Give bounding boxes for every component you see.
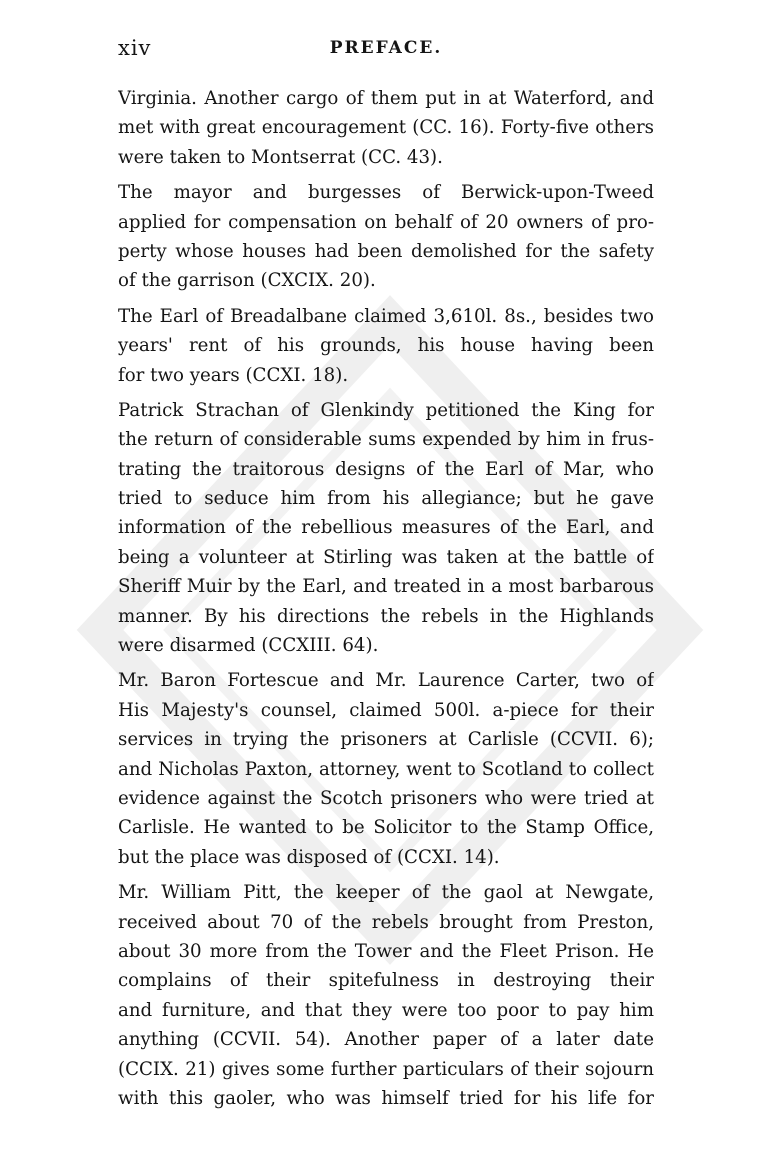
text-line: Virginia. Another cargo of them put in at Waterford, and xyxy=(118,88,654,109)
text-line: manner. By his directions the rebels in the Highlands xyxy=(118,605,654,627)
text-line: met with great encouragement (CC. 16). Forty-five others xyxy=(118,117,654,139)
text-line: Mr. William Pitt, the keeper of the gaol at Newgate, xyxy=(118,882,654,904)
text-line: about 30 more from the Tower and the Fleet Prison. He xyxy=(118,940,654,962)
page-number: xiv xyxy=(118,36,152,60)
text-line: and Nicholas Paxton, attorney, went to Scotland to collect xyxy=(118,758,654,780)
text-line: (CCIX. 21) gives some further particulars of their sojourn xyxy=(118,1058,654,1080)
paragraph-1 xyxy=(118,84,654,172)
text-line: years' rent of his grounds, his house having been xyxy=(118,335,654,357)
text-line: anything (CCVII. 54). Another paper of a later date xyxy=(118,1029,654,1051)
text-line: services in trying the prisoners at Carlisle (CCVII. 6); xyxy=(118,729,654,751)
text-line: were taken to Montserrat (CC. 43). xyxy=(118,146,443,168)
text-line: the return of considerable sums expended by him in frus- xyxy=(118,429,654,451)
text-line: trating the traitorous designs of the Earl of Mar, who xyxy=(118,458,654,480)
text-line: were disarmed (CCXIII. 64). xyxy=(118,635,379,657)
text-line: The mayor and burgesses of Berwick-upon-Tweed xyxy=(118,182,654,204)
text-line: information of the rebellious measures of the Earl, and xyxy=(118,517,654,539)
text-line: perty whose houses had been demolished for the safety xyxy=(118,240,654,262)
text-line: The Earl of Breadalbane claimed 3,610l. 8s., besides two xyxy=(118,305,654,327)
text-line: Patrick Strachan of Glenkindy petitioned the King for xyxy=(118,399,654,421)
text-line: being a volunteer at Stirling was taken at the battle of xyxy=(118,546,654,568)
text-line: Mr. Baron Fortescue and Mr. Laurence Carter, two of xyxy=(118,670,654,692)
text-line: of the garrison (CXCIX. 20). xyxy=(118,270,376,292)
text-line: but the place was disposed of (CCXI. 14). xyxy=(118,846,500,868)
text-line: evidence against the Scotch prisoners who were tried at xyxy=(118,787,654,809)
text-line: received about 70 of the rebels brought from Preston, xyxy=(118,911,654,933)
paragraph-3 xyxy=(118,302,654,390)
body-text xyxy=(118,84,654,1113)
text-line: Sheriff Muir by the Earl, and treated in a most barbarous xyxy=(118,576,654,598)
running-title: PREFACE. xyxy=(329,38,443,58)
paragraph-2 xyxy=(118,178,654,296)
text-line: and furniture, and that they were too poor to pay him xyxy=(118,999,654,1021)
text-line: Carlisle. He wanted to be Solicitor to the Stamp Office, xyxy=(118,817,654,839)
text-line: applied for compensation on behalf of 20 owners of pro- xyxy=(118,211,654,233)
text-line: for two years (CCXI. 18). xyxy=(118,364,349,386)
paragraph-4 xyxy=(118,396,654,661)
paragraph-5 xyxy=(118,666,654,872)
text-line: with this gaoler, who was himself tried for his life for xyxy=(118,1087,654,1109)
text-line: His Majesty's counsel, claimed 500l. a-piece for their xyxy=(118,699,654,721)
running-head xyxy=(118,36,654,66)
text-line: complains of their spitefulness in destroying their xyxy=(118,970,654,992)
paragraph-6 xyxy=(118,878,654,1113)
text-line: tried to seduce him from his allegiance; but he gave xyxy=(118,488,654,510)
